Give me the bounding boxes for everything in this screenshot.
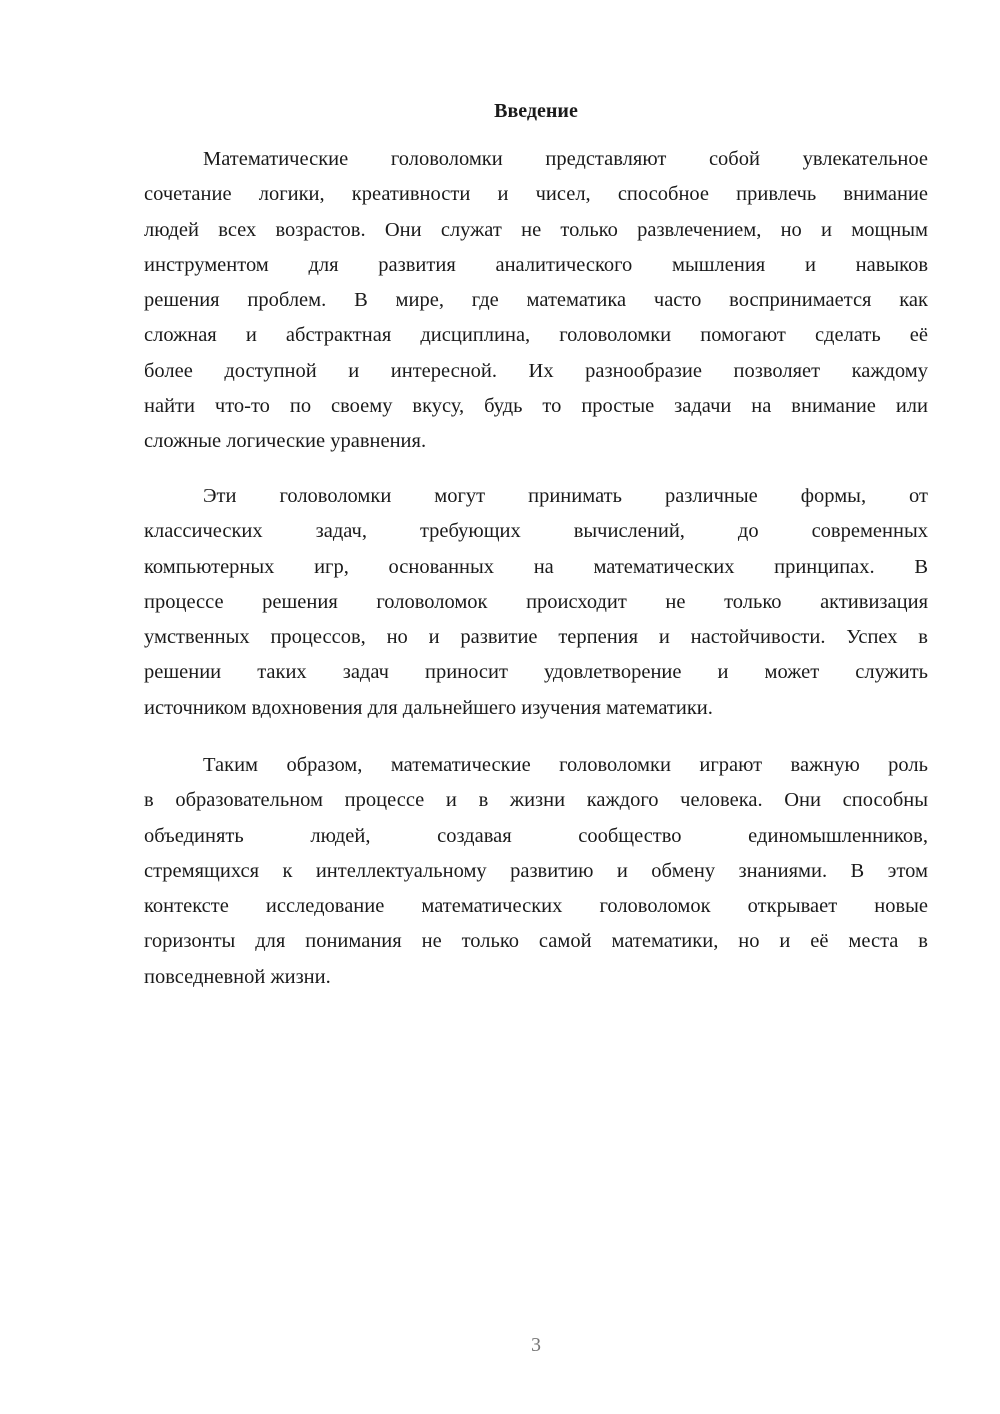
text-line: сложная и абстрактная дисциплина, головоломки помогают сделать её bbox=[144, 324, 928, 347]
text-line: источником вдохновения для дальнейшего изучения математики. bbox=[144, 696, 713, 719]
text-line: Математические головоломки представляют собой увлекательное bbox=[203, 148, 928, 170]
text-line: умственных процессов, но и развитие терпения и настойчивости. Успех в bbox=[144, 626, 928, 648]
text-line: сочетание логики, креативности и чисел, способное привлечь внимание bbox=[144, 183, 928, 206]
text-line: людей всех возрастов. Они служат не только развлечением, но и мощным bbox=[144, 218, 928, 241]
text-line: объединять людей, создавая сообщество единомышленников, bbox=[144, 824, 928, 847]
text-line: классических задач, требующих вычислений, до современных bbox=[144, 520, 928, 543]
text-line: Таким образом, математические головоломки играют важную роль bbox=[203, 754, 928, 776]
text-line: более доступной и интересной. Их разнообразие позволяет каждому bbox=[144, 359, 928, 382]
text-line: инструментом для развития аналитического мышления и навыков bbox=[144, 253, 928, 276]
section-title: Введение bbox=[494, 100, 578, 122]
text-line: решении таких задач приносит удовлетворение и может служить bbox=[144, 661, 928, 684]
text-line: найти что-то по своему вкусу, будь то простые задачи на внимание или bbox=[144, 394, 928, 417]
text-line: сложные логические уравнения. bbox=[144, 430, 427, 452]
text-line: контексте исследование математических головоломок открывает новые bbox=[144, 895, 928, 917]
paragraph bbox=[144, 748, 928, 995]
text-line: горизонты для понимания не только самой математики, но и её места в bbox=[144, 930, 928, 953]
text-line: повседневной жизни. bbox=[144, 965, 331, 988]
text-line: процессе решения головоломок происходит не только активизация bbox=[144, 590, 928, 613]
text-line: Эти головоломки могут принимать различные формы, от bbox=[203, 485, 928, 507]
text-line: компьютерных игр, основанных на математических принципах. В bbox=[144, 555, 928, 578]
paragraph bbox=[144, 142, 928, 459]
text-line: стремящихся к интеллектуальному развитию и обмену знаниями. В этом bbox=[144, 859, 928, 882]
page-number: 3 bbox=[531, 1334, 541, 1356]
text-line: в образовательном процессе и в жизни каждого человека. Они способны bbox=[144, 789, 928, 812]
paragraph bbox=[144, 479, 928, 726]
text-line: решения проблем. В мире, где математика часто воспринимается как bbox=[144, 289, 928, 311]
